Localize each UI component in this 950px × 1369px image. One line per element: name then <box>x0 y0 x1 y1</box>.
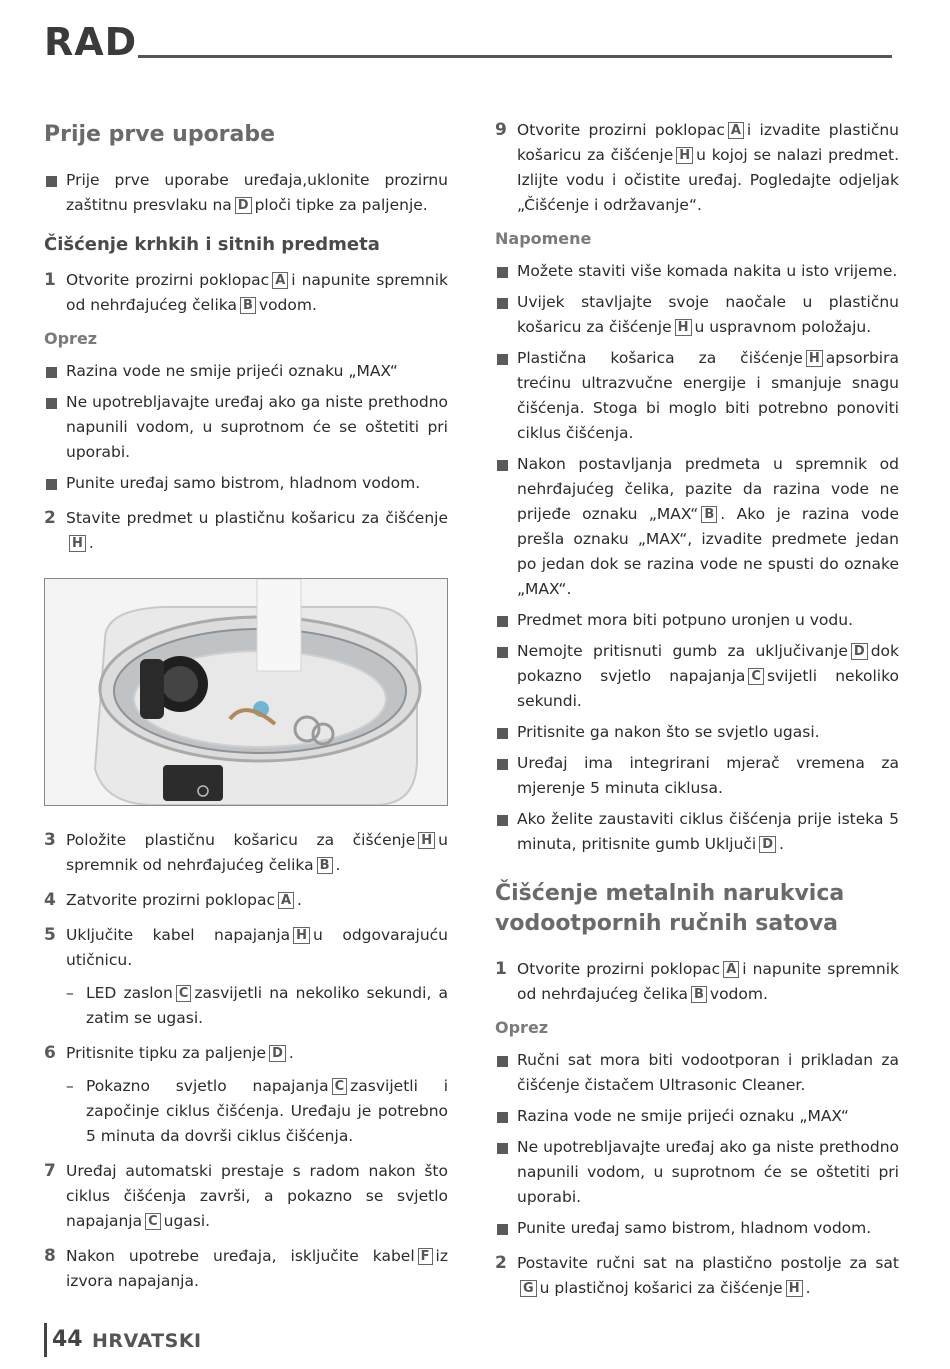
step-number: 2 <box>44 508 56 528</box>
step-text: Otvorite prozirni poklopac <box>517 121 725 139</box>
footer-language: HRVATSKI <box>92 1330 202 1352</box>
substep-text: zasvijetli na nekoliko sekundi, a zatim se ugasi. <box>86 984 448 1027</box>
step-2 <box>44 506 448 556</box>
caution-heading: Oprez <box>495 1018 549 1037</box>
step-text: Pritisnite tipku za paljenje <box>66 1044 267 1062</box>
ultrasonic-cleaner-illustration <box>45 579 447 805</box>
note-text: dok pokazno svjetlo napajanja <box>517 642 899 685</box>
note-text: . <box>779 835 784 853</box>
note-text: svijetli nekoliko sekundi. <box>517 667 899 710</box>
step-number: 6 <box>44 1043 56 1063</box>
note-text: Nemojte pritisnuti gumb za uključivanje <box>517 642 848 660</box>
key-label-h: H <box>786 1280 803 1297</box>
step-8 <box>44 1244 448 1294</box>
substep-text: zasvijetli i započinje ciklus čišćenja. Uređaju je potrebno 5 minuta da dovrši ciklus čišćenja. <box>86 1077 448 1145</box>
key-label-d: D <box>759 836 776 853</box>
step-text: u odgovarajuću utičnicu. <box>66 926 448 969</box>
note-bullet <box>495 452 899 602</box>
step-number: 1 <box>495 959 507 979</box>
step-1 <box>44 268 448 318</box>
section-title: RAD <box>44 20 138 64</box>
key-label-f: F <box>418 1248 433 1265</box>
step-number: 5 <box>44 925 56 945</box>
key-label-h: H <box>806 350 823 367</box>
step-text: . <box>88 534 94 552</box>
step-text: Uređaj automatski prestaje s radom nakon što ciklus čišćenja završi, a pokazno se svjetlo napajanja <box>66 1162 448 1230</box>
bullet-text: ploči tipke za paljenje. <box>254 196 428 214</box>
step-text: . <box>335 856 341 874</box>
watch-step-1 <box>495 957 899 1007</box>
step-text: Položite plastičnu košaricu za čišćenje <box>66 831 416 849</box>
note-bullet <box>495 807 899 857</box>
step-number: 7 <box>44 1161 56 1181</box>
step-7 <box>44 1159 448 1234</box>
step-text: Otvorite prozirni poklopac <box>517 960 721 978</box>
key-label-b: B <box>240 297 256 314</box>
heading-watches: Čišćenje metalnih narukvica vodootpornih ručnih satova <box>495 881 845 936</box>
step-text: Zatvorite prozirni poklopac <box>66 891 275 909</box>
product-photo <box>44 578 448 806</box>
note-bullet <box>495 290 899 340</box>
page-number: 44 <box>52 1327 83 1352</box>
key-label-c: C <box>176 985 192 1002</box>
key-label-h: H <box>69 535 86 552</box>
bullet-text: Prije prve uporabe uređaja,uklonite prozirnu zaštitnu presvlaku na <box>66 171 448 214</box>
step-text: Otvorite prozirni poklopac <box>66 271 270 289</box>
step-6-substep <box>44 1074 448 1149</box>
key-label-d: D <box>269 1045 286 1062</box>
key-label-b: B <box>691 986 707 1003</box>
key-label-c: C <box>332 1078 348 1095</box>
step-number: 3 <box>44 830 56 850</box>
key-label-c: C <box>748 668 764 685</box>
watch-step-2 <box>495 1251 899 1301</box>
key-label-g: G <box>520 1280 537 1297</box>
key-label-c: C <box>145 1213 161 1230</box>
bullet-remove-film <box>44 168 448 218</box>
step-number: 1 <box>44 270 56 290</box>
left-column <box>44 120 448 1294</box>
step-text: i napunite spremnik od nehrđajućeg čelika <box>517 960 899 1003</box>
key-label-a: A <box>272 272 288 289</box>
caution-bullet: Razina vode ne smije prijeći oznaku „MAX“ <box>44 359 448 384</box>
heading-before-first-use: Prije prve uporabe <box>44 122 276 147</box>
step-9 <box>495 118 899 218</box>
key-label-h: H <box>675 319 692 336</box>
key-label-h: H <box>418 832 435 849</box>
key-label-b: B <box>701 506 717 523</box>
heading-fragile-items: Čišćenje krhkih i sitnih predmeta <box>44 234 380 255</box>
note-bullet: Uređaj ima integrirani mjerač vremena za mjerenje 5 minuta ciklusa. <box>495 751 899 801</box>
step-text: . <box>288 1044 294 1062</box>
footer-bar <box>44 1323 47 1357</box>
step-text: . <box>297 891 302 909</box>
step-number: 2 <box>495 1253 507 1273</box>
caution-bullet: Ne upotrebljavajte uređaj ako ga niste prethodno napunili vodom, u suprotnom će se oštetiti pri uporabi. <box>495 1135 899 1210</box>
step-5-substep <box>44 981 448 1031</box>
note-bullet: Možete staviti više komada nakita u isto vrijeme. <box>495 259 899 284</box>
caution-bullet: Ručni sat mora biti vodootporan i prikladan za čišćenje čistačem Ultrasonic Cleaner. <box>495 1048 899 1098</box>
key-label-d: D <box>235 197 252 214</box>
step-number: 9 <box>495 120 507 140</box>
step-text: . <box>805 1279 811 1297</box>
step-text: ugasi. <box>163 1212 211 1230</box>
note-text: apsorbira trećinu ultrazvučne energije i smanjuje snagu čišćenja. Stoga bi moglo biti potrebno ponoviti ciklus čišćenja. <box>517 349 899 442</box>
step-text: i izvadite plastičnu košaricu za čišćenje <box>517 121 899 164</box>
key-label-a: A <box>728 122 744 139</box>
right-column <box>495 118 899 1301</box>
step-text: u spremnik od nehrđajućeg čelika <box>66 831 448 874</box>
step-text: vodom. <box>709 985 768 1003</box>
step-number: 4 <box>44 890 56 910</box>
notes-heading: Napomene <box>495 229 592 248</box>
step-text: Nakon upotrebe uređaja, isključite kabel <box>66 1247 415 1265</box>
step-text: Stavite predmet u plastičnu košaricu za čišćenje <box>66 509 448 527</box>
step-text: Uključite kabel napajanja <box>66 926 291 944</box>
note-bullet <box>495 639 899 714</box>
note-text: Nakon postavljanja predmeta u spremnik od nehrđajućeg čelika, pazite da razina vode ne prijeđe oznaku „MAX“ <box>517 455 899 523</box>
key-label-d: D <box>851 643 868 660</box>
substep-text: Pokazno svjetlo napajanja <box>86 1077 329 1095</box>
caution-bullet: Punite uređaj samo bistrom, hladnom vodom. <box>44 471 448 496</box>
key-label-b: B <box>317 857 333 874</box>
step-text: u kojoj se nalazi predmet. Izlijte vodu i očistite uređaj. Pogledajte odjeljak „Čišćenje i održavanje“. <box>517 146 899 214</box>
step-5 <box>44 923 448 973</box>
note-text: . Ako je razina vode prešla oznaku „MAX“, izvadite predmete jedan po jedan dok se razina vode ne spusti do oznake „MAX“. <box>517 505 899 598</box>
note-bullet: Predmet mora biti potpuno uronjen u vodu. <box>495 608 899 633</box>
step-text: vodom. <box>258 296 317 314</box>
step-text: i napunite spremnik od nehrđajućeg čelika <box>66 271 448 314</box>
key-label-a: A <box>278 892 294 909</box>
substep-text: LED zaslon <box>86 984 173 1002</box>
header-rule <box>138 55 892 58</box>
step-text: Postavite ručni sat na plastično postolje za sat <box>517 1254 899 1272</box>
caution-bullet: Ne upotrebljavajte uređaj ako ga niste prethodno napunili vodom, u suprotnom će se oštetiti pri uporabi. <box>44 390 448 465</box>
dash-marker: – <box>66 1077 74 1095</box>
key-label-h: H <box>293 927 310 944</box>
step-text: u plastičnoj košarici za čišćenje <box>539 1279 783 1297</box>
note-bullet: Pritisnite ga nakon što se svjetlo ugasi. <box>495 720 899 745</box>
step-text: iz izvora napajanja. <box>66 1247 448 1290</box>
caution-bullet: Razina vode ne smije prijeći oznaku „MAX“ <box>495 1104 899 1129</box>
key-label-a: A <box>723 961 739 978</box>
step-6 <box>44 1041 448 1066</box>
step-3 <box>44 828 448 878</box>
note-text: Uvijek stavljajte svoje naočale u plastičnu košaricu za čišćenje <box>517 293 899 336</box>
key-label-h: H <box>676 147 693 164</box>
note-bullet <box>495 346 899 446</box>
dash-marker: – <box>66 984 74 1002</box>
note-text: Ako želite zaustaviti ciklus čišćenja prije isteka 5 minuta, pritisnite gumb Uključi <box>517 810 899 853</box>
step-number: 8 <box>44 1246 56 1266</box>
note-text: u uspravnom položaju. <box>694 318 872 336</box>
note-text: Plastična košarica za čišćenje <box>517 349 803 367</box>
caution-heading: Oprez <box>44 329 98 348</box>
caution-bullet: Punite uređaj samo bistrom, hladnom vodom. <box>495 1216 899 1241</box>
step-4 <box>44 888 448 913</box>
